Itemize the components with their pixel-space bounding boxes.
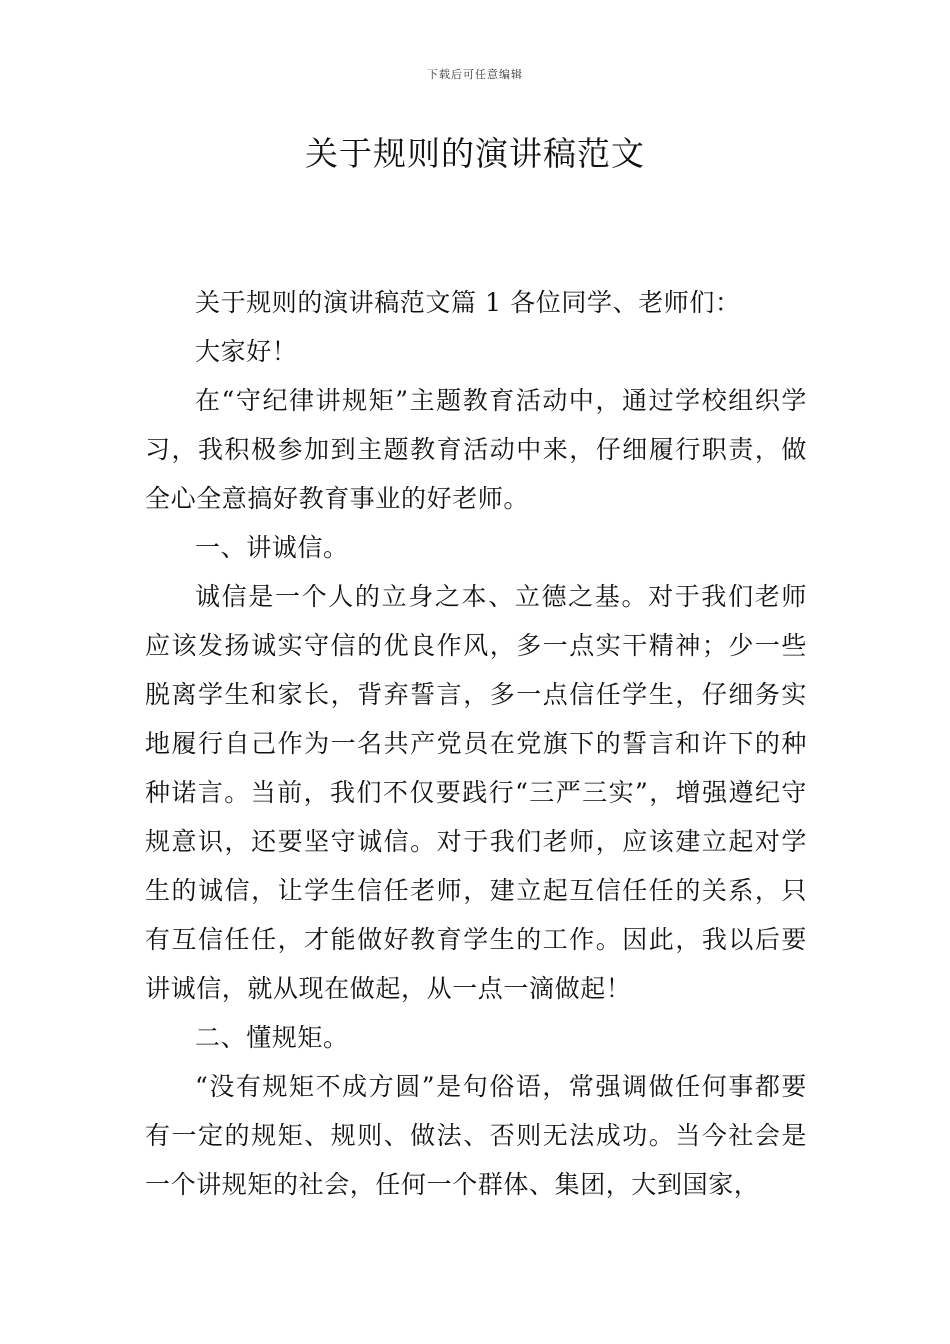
header-note: 下载后可任意编辑 (427, 68, 523, 81)
document-body (145, 278, 807, 1209)
document-title: 关于规则的演讲稿范文 (305, 134, 645, 173)
paragraph: 二、懂规矩。 (195, 1023, 349, 1052)
paragraph: 一、讲诚信。 (195, 533, 349, 562)
paragraph: 诚信是一个人的立身之本、立德之基。对于我们老师应该发扬诚实守信的优良作风，多一点实干精神；少一些脱离学生和家长，背弃誓言，多一点信任学生，仔细务实地履行自己作为一名共产党员在党旗下的誓言和许下的种种诺言。当前，我们不仅要践行“三严三实”，增强遵纪守规意识，还要坚守诚信。对于我们老师，应该建立起对学生的诚信，让学生信任老师，建立起互信任任的关系，只有互信任任，才能做好教育学生的工作。因此，我以后要讲诚信，就从现在做起，从一点一滴做起！ (145, 582, 807, 1003)
paragraph: “没有规矩不成方圆”是句俗语，常强调做任何事都要有一定的规矩、规则、做法、否则无法成功。当今社会是一个讲规矩的社会，任何一个群体、集团，大到国家， (145, 1072, 807, 1199)
paragraph: 大家好！ (195, 337, 298, 366)
paragraph: 在“守纪律讲规矩”主题教育活动中，通过学校组织学习，我积极参加到主题教育活动中来，仔细履行职责，做全心全意搞好教育事业的好老师。 (145, 386, 807, 513)
paragraph: 关于规则的演讲稿范文篇 1 各位同学、老师们： (195, 288, 741, 317)
